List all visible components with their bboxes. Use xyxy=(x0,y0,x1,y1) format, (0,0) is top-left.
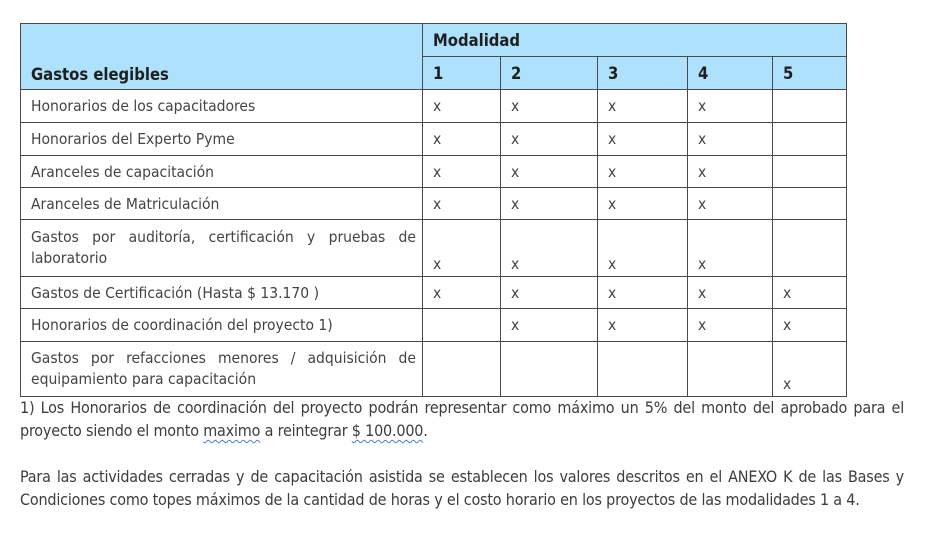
table-row xyxy=(21,220,847,277)
header-modalidad-5: 5 xyxy=(773,57,847,90)
modalidad-3-cell: x xyxy=(598,220,688,277)
header-modalidad-2: 2 xyxy=(501,57,598,90)
modalidad-1-cell: x xyxy=(423,123,501,156)
expense-label: Gastos por refacciones menores / adquisición de equipamiento para capacitación xyxy=(21,342,423,397)
header-modalidad: Modalidad xyxy=(423,24,847,57)
modalidad-4-cell: x xyxy=(688,309,773,342)
modalidad-3-cell: x xyxy=(598,277,688,309)
modalidad-1-cell: x xyxy=(423,188,501,220)
modalidad-1-cell xyxy=(423,342,501,397)
modalidad-4-cell: x xyxy=(688,156,773,188)
table-row xyxy=(21,277,847,309)
expense-label: Gastos de Certificación (Hasta $ 13.170 ) xyxy=(21,277,423,309)
modalidad-5-cell xyxy=(773,123,847,156)
modalidad-2-cell: x xyxy=(501,188,598,220)
modalidad-4-cell xyxy=(688,342,773,397)
table-body xyxy=(21,90,847,397)
modalidad-5-cell: x xyxy=(773,277,847,309)
spellcheck-flagged-word: maximo xyxy=(203,421,261,440)
header-modalidad-1: 1 xyxy=(423,57,501,90)
modalidad-5-cell xyxy=(773,188,847,220)
modalidad-3-cell xyxy=(598,342,688,397)
modalidad-1-cell: x xyxy=(423,220,501,277)
footnote xyxy=(20,396,904,442)
expense-label: Aranceles de Matriculación xyxy=(21,188,423,220)
table-row xyxy=(21,90,847,123)
modalidad-1-cell: x xyxy=(423,156,501,188)
header-modalidad-4: 4 xyxy=(688,57,773,90)
table-row xyxy=(21,156,847,188)
expense-label: Honorarios de los capacitadores xyxy=(21,90,423,123)
modalidad-5-cell: x xyxy=(773,342,847,397)
modalidad-2-cell: x xyxy=(501,220,598,277)
modalidad-4-cell: x xyxy=(688,123,773,156)
modalidad-5-cell xyxy=(773,220,847,277)
anexo-paragraph: Para las actividades cerradas y de capacitación asistida se establecen los valores descritos en el ANEXO K de las Bases y Condiciones como topes máximos de la cantidad de horas y el costo horario en los proyectos de las modalidades 1 a 4. xyxy=(20,467,904,509)
table-row xyxy=(21,342,847,397)
modalidad-2-cell: x xyxy=(501,277,598,309)
modalidad-5-cell: x xyxy=(773,309,847,342)
modalidad-5-cell xyxy=(773,156,847,188)
header-modalidad-3: 3 xyxy=(598,57,688,90)
eligible-expenses-table xyxy=(20,23,847,397)
modalidad-2-cell: x xyxy=(501,156,598,188)
modalidad-4-cell: x xyxy=(688,220,773,277)
footnote-amount: $ 100.000 xyxy=(351,421,424,440)
expense-label: Honorarios del Experto Pyme xyxy=(21,123,423,156)
expense-label: Gastos por auditoría, certificación y pruebas de laboratorio xyxy=(21,220,423,277)
footnote-end: . xyxy=(423,421,428,440)
header-gastos-elegibles: Gastos elegibles xyxy=(21,24,423,90)
table-row xyxy=(21,188,847,220)
table-row xyxy=(21,123,847,156)
table-row xyxy=(21,309,847,342)
modalidad-1-cell: x xyxy=(423,277,501,309)
footnote-text: 1) Los Honorarios de coordinación del proyecto podrán representar como máximo un 5% del monto del aprobado para el proyecto siendo el monto xyxy=(20,398,904,440)
modalidad-3-cell: x xyxy=(598,309,688,342)
modalidad-2-cell: x xyxy=(501,309,598,342)
footnote-text-2: a reintegrar xyxy=(260,421,352,440)
expense-label: Honorarios de coordinación del proyecto 1) xyxy=(21,309,423,342)
modalidad-1-cell: x xyxy=(423,90,501,123)
expense-label: Aranceles de capacitación xyxy=(21,156,423,188)
modalidad-5-cell xyxy=(773,90,847,123)
modalidad-4-cell: x xyxy=(688,90,773,123)
modalidad-2-cell: x xyxy=(501,123,598,156)
modalidad-4-cell: x xyxy=(688,188,773,220)
modalidad-2-cell: x xyxy=(501,90,598,123)
modalidad-3-cell: x xyxy=(598,156,688,188)
modalidad-1-cell xyxy=(423,309,501,342)
modalidad-3-cell: x xyxy=(598,123,688,156)
modalidad-3-cell: x xyxy=(598,188,688,220)
modalidad-2-cell xyxy=(501,342,598,397)
modalidad-3-cell: x xyxy=(598,90,688,123)
modalidad-4-cell: x xyxy=(688,277,773,309)
